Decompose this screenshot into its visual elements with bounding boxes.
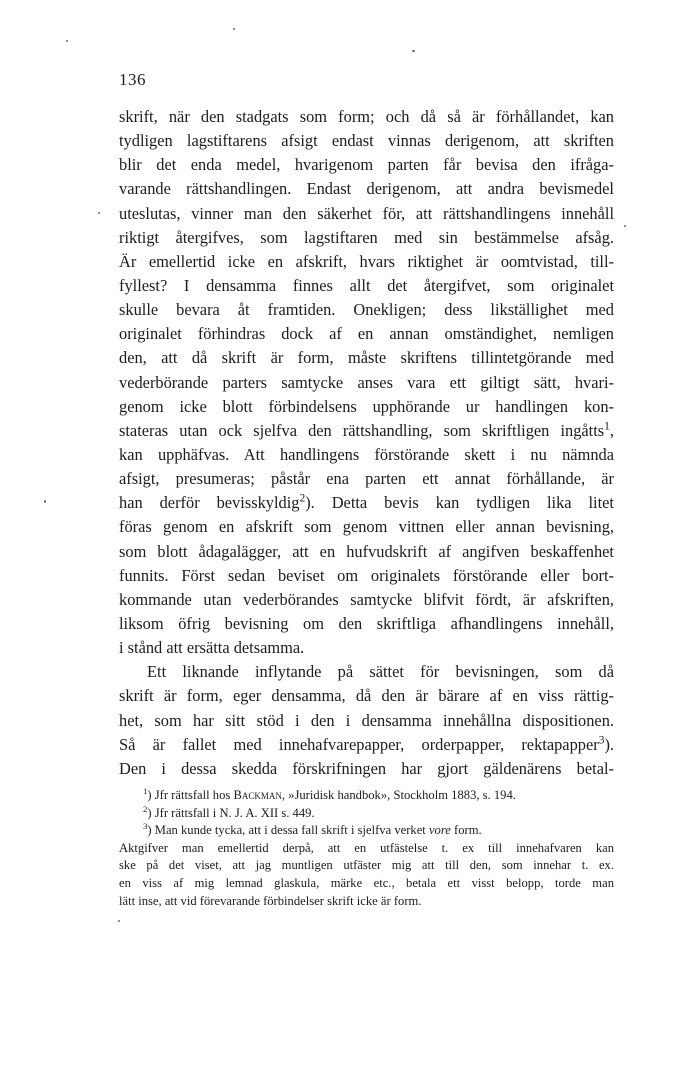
text-segment: ). Detta bevis kan tydligen lika litet xyxy=(305,493,614,513)
body-text xyxy=(119,105,614,781)
scan-speck xyxy=(98,212,100,214)
text-segment: , »Juridisk handbok», Stockholm 1883, s. 194. xyxy=(281,788,516,802)
text-line: Är emellertid icke en afskrift, hvars riktighet är oomtvistad, till- xyxy=(119,251,614,271)
text-line: afsigt, presumeras; påstår ena parten ett annat förhållande, är xyxy=(119,469,614,489)
text-line: varande rättshandlingen. Endast derigenom, att andra bevismedel xyxy=(119,179,614,199)
footnote-line: lätt inse, att vid förevarande förbindelser skrift icke är form. xyxy=(119,893,422,908)
footnotes xyxy=(119,787,614,910)
text-line: den, att då skrift är form, måste skriftens tillintetgörande med xyxy=(119,348,614,368)
footnote-mark: 2 xyxy=(143,803,148,814)
text-line: kommande utan vederbörandes samtycke blifvit fördt, är afskriften, xyxy=(119,589,614,609)
text-line: som blott ådagalägger, att en hufvudskrift af angifven beskaffenhet xyxy=(119,541,614,561)
text-line: skrift, när den stadgats som form; och då så är förhållandet, kan xyxy=(119,107,614,126)
scan-speck xyxy=(624,225,626,227)
text-segment: han derför bevisskyldig xyxy=(119,493,300,513)
text-line xyxy=(119,419,614,443)
text-line: blir det enda medel, hvarigenom parten får bevisa den ifråga- xyxy=(119,155,614,175)
text-line: kan upphäfvas. Att handlingens förstörande skett i nu nämnda xyxy=(119,444,614,464)
text-line: fyllest? I densamma finnes allt det återgifvet, som originalet xyxy=(119,275,614,295)
emphasis: vore xyxy=(428,823,451,838)
footnote-ref-1: 1 xyxy=(604,420,610,433)
text-line: riktigt återgifves, som lagstiftaren med sin bestämmelse afsåg. xyxy=(119,227,614,247)
scan-speck xyxy=(118,920,120,922)
scan-speck xyxy=(44,500,46,503)
text-segment: ). xyxy=(604,734,614,754)
text-line xyxy=(119,733,614,757)
text-line: skulle bevara åt framtiden. Onekligen; dess likställighet med xyxy=(119,300,614,320)
text-line: originalet förhindras dock af en annan omständighet, nemligen xyxy=(119,324,614,344)
text-segment: form. xyxy=(450,823,482,838)
footnote-line: Aktgifver man emellertid derpå, att en utfästelse t. ex till innehafvaren kan xyxy=(119,840,614,855)
text-segment: ) Jfr rättsfall i N. J. A. XII s. 449. xyxy=(147,805,315,820)
footnote-2 xyxy=(119,805,614,823)
text-segment: ) Man kunde tycka, att i dessa fall skrift i sjelfva verket xyxy=(147,823,429,838)
scan-speck xyxy=(66,40,68,42)
text-segment: , xyxy=(609,420,614,440)
footnote-line: ske på det viset, att jag muntligen utfäster mig att till den, som innehar t. ex. xyxy=(119,858,614,873)
text-line: genom icke blott förbindelsens upphörande ur handlingen kon- xyxy=(119,396,614,416)
text-line: vederbörande parters samtycke anses vara ett giltigt sätt, hvari- xyxy=(119,372,614,392)
text-line: föras genom en afskrift som genom vittnen eller annan bevisning, xyxy=(119,517,614,537)
text-segment: ) Jfr rättsfall hos xyxy=(147,788,234,802)
text-line xyxy=(119,491,614,515)
text-line: liksom öfrig bevisning om den skriftliga afhandlingens innehåll, xyxy=(119,613,614,633)
page-number: 136 xyxy=(119,70,146,89)
scan-speck xyxy=(233,28,235,30)
text-line: tydligen lagstiftarens afsigt endast vinnas derigenom, att skriften xyxy=(119,131,614,151)
text-line: Ett liknande inflytande på sättet för bevisningen, som då xyxy=(147,662,614,682)
footnote-3 xyxy=(119,822,614,840)
text-line: Den i dessa skedda förskrifningen har gjort gäldenärens betal- xyxy=(119,758,614,778)
text-line: uteslutas, vinner man den säkerhet för, att rättshandlingens innehåll xyxy=(119,203,614,223)
footnote-ref-2: 2 xyxy=(299,492,306,505)
footnote-mark: 3 xyxy=(143,821,148,831)
footnote-line: en viss af mig lemnad glaskula, märke etc., betala ett visst belopp, torde man xyxy=(119,875,614,890)
text-segment: stateras utan ock sjelfva den rättshandling, som skriftligen ingåtts xyxy=(119,420,605,440)
text-line: skrift är form, eger densamma, då den är bärare af en viss rättig- xyxy=(119,686,614,706)
footnote-1 xyxy=(119,787,614,805)
text-line: het, som har sitt stöd i den i densamma innehållna dispositionen. xyxy=(119,710,614,730)
footnote-mark: 1 xyxy=(143,785,148,796)
footnote-ref-3: 3 xyxy=(598,734,605,747)
author-name: Backman xyxy=(233,788,282,802)
text-line: i stånd att ersätta detsamma. xyxy=(119,638,305,658)
text-line: funnits. Först sedan beviset om originalets förstörande eller bort- xyxy=(119,565,614,585)
scan-speck xyxy=(412,50,415,52)
text-segment: Så är fallet med innehafvarepapper, orderpapper, rektapapper xyxy=(119,734,599,754)
